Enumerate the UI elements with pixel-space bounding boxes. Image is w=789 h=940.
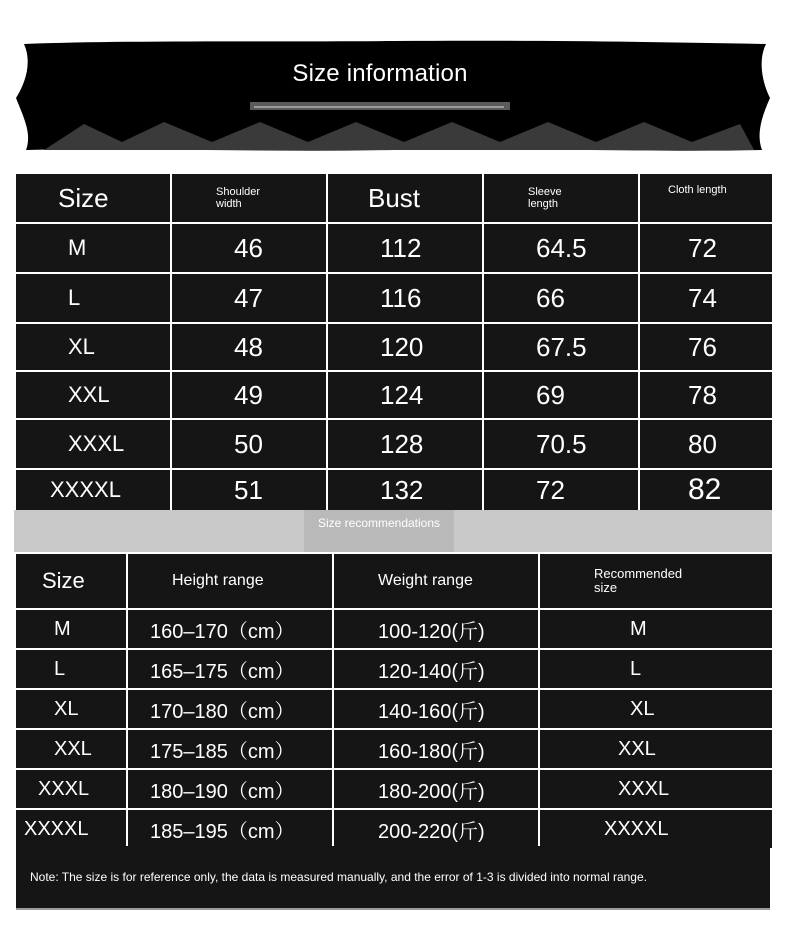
bust-cell: 120	[328, 324, 482, 370]
weight-range-cell: 180-200(斤)	[334, 770, 538, 808]
column-header-recommended-size: Recommended size	[540, 554, 772, 608]
size-cell: L	[16, 274, 170, 322]
column-header-height-range: Height range	[128, 554, 332, 608]
note-box	[16, 846, 770, 908]
column-header-weight-range: Weight range	[334, 554, 538, 608]
recommended-size-cell: L	[540, 650, 772, 688]
shoulder-width-cell: 47	[172, 274, 326, 322]
weight-range-cell: 140-160(斤)	[334, 690, 538, 728]
column-header-sleeve-length: Sleeve length	[484, 174, 638, 222]
height-range-cell: 165–175（cm）	[128, 650, 332, 688]
size-table	[14, 172, 772, 512]
sleeve-length-cell: 67.5	[484, 324, 638, 370]
weight-range-cell: 100-120(斤)	[334, 610, 538, 648]
recommended-size-cell: XL	[540, 690, 772, 728]
title-box	[272, 52, 488, 96]
recommended-size-cell: XXL	[540, 730, 772, 768]
recommended-size-cell: XXXL	[540, 770, 772, 808]
cloth-length-cell: 78	[640, 372, 772, 418]
cloth-length-cell: 72	[640, 224, 772, 272]
bust-cell: 124	[328, 372, 482, 418]
weight-range-cell: 120-140(斤)	[334, 650, 538, 688]
size-cell: XL	[16, 324, 170, 370]
weight-range-cell: 160-180(斤)	[334, 730, 538, 768]
page-title: Size information	[292, 60, 468, 87]
size-cell: XXXL	[16, 420, 170, 468]
column-header-size: Size	[16, 554, 126, 608]
recommended-size-cell: XXXXL	[540, 810, 772, 848]
recommended-size-cell: M	[540, 610, 772, 648]
shoulder-width-cell: 49	[172, 372, 326, 418]
size-cell: XL	[16, 690, 126, 728]
size-cell: XXL	[16, 730, 126, 768]
bust-cell: 128	[328, 420, 482, 468]
weight-range-cell: 200-220(斤)	[334, 810, 538, 848]
size-cell: XXXXL	[16, 810, 126, 848]
size-cell: XXXL	[16, 770, 126, 808]
bust-cell: 112	[328, 224, 482, 272]
sleeve-length-cell: 64.5	[484, 224, 638, 272]
height-range-cell: 185–195（cm）	[128, 810, 332, 848]
cloth-length-cell: 74	[640, 274, 772, 322]
sleeve-length-cell: 70.5	[484, 420, 638, 468]
shoulder-width-cell: 51	[172, 470, 326, 510]
recommendations-table	[14, 552, 772, 848]
height-range-cell: 180–190（cm）	[128, 770, 332, 808]
cloth-length-cell: 76	[640, 324, 772, 370]
cloth-length-cell: 80	[640, 420, 772, 468]
size-cell: XXL	[16, 372, 170, 418]
size-cell: M	[16, 610, 126, 648]
header-banner	[14, 38, 772, 154]
shoulder-width-cell: 46	[172, 224, 326, 272]
sleeve-length-cell: 72	[484, 470, 638, 510]
column-header-bust: Bust	[328, 174, 482, 222]
size-cell: L	[16, 650, 126, 688]
note-text: Note: The size is for reference only, the data is measured manually, and the error of 1-3 is divided into normal range.	[30, 870, 647, 884]
sleeve-length-cell: 66	[484, 274, 638, 322]
column-header-shoulder-width: Shoulder width	[172, 174, 326, 222]
bust-cell: 132	[328, 470, 482, 510]
bust-cell: 116	[328, 274, 482, 322]
height-range-cell: 170–180（cm）	[128, 690, 332, 728]
recommendations-bar	[14, 510, 772, 554]
cloth-length-cell: 82	[640, 470, 772, 510]
sleeve-length-cell: 69	[484, 372, 638, 418]
bottom-divider	[16, 908, 770, 910]
shoulder-width-cell: 48	[172, 324, 326, 370]
height-range-cell: 160–170（cm）	[128, 610, 332, 648]
recommendations-title-box	[304, 510, 454, 554]
height-range-cell: 175–185（cm）	[128, 730, 332, 768]
shoulder-width-cell: 50	[172, 420, 326, 468]
column-header-size: Size	[16, 174, 170, 222]
size-cell: M	[16, 224, 170, 272]
column-header-cloth-length: Cloth length	[640, 174, 772, 222]
recommendations-title: Size recommendations	[317, 516, 441, 530]
size-cell: XXXXL	[16, 470, 170, 510]
